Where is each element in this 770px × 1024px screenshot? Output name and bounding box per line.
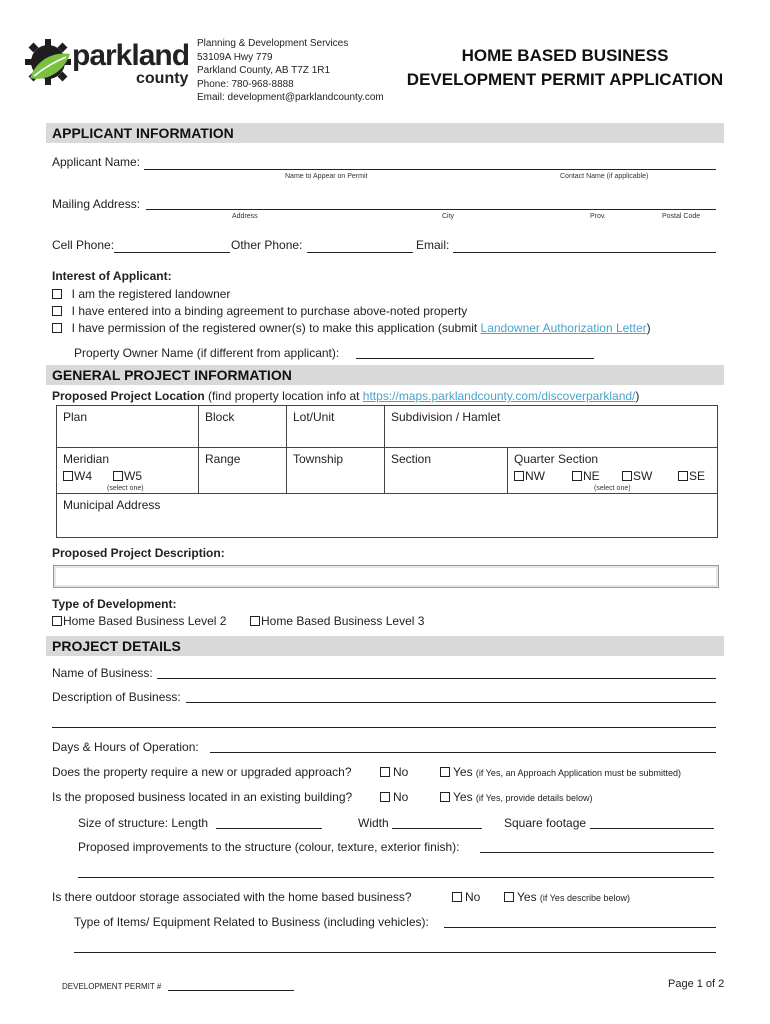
- email-text: Email: development@parklandcounty.com: [197, 92, 384, 103]
- landowner-authorization-link[interactable]: Landowner Authorization Letter: [480, 321, 647, 335]
- plan-cell[interactable]: [56, 405, 199, 448]
- yes-label: Yes: [453, 790, 473, 804]
- checkbox[interactable]: [52, 616, 62, 626]
- checkbox[interactable]: [678, 471, 688, 481]
- cell-phone-label: Cell Phone:: [52, 238, 115, 252]
- section-project-details: [46, 636, 724, 656]
- section-title: APPLICANT INFORMATION: [52, 125, 234, 141]
- mailing-address-field[interactable]: [146, 209, 716, 210]
- section-label: Section: [391, 452, 432, 466]
- select-one-note: (select one): [594, 485, 631, 492]
- other-phone-field[interactable]: [307, 252, 413, 253]
- approach-note: (if Yes, an Approach Application must be submitted): [475, 768, 682, 778]
- lot-label: Lot/Unit: [293, 410, 335, 424]
- lot-cell[interactable]: [286, 405, 385, 448]
- checkbox[interactable]: [452, 892, 462, 902]
- title-line1: HOME BASED BUSINESS: [461, 46, 669, 65]
- block-cell[interactable]: [198, 405, 287, 448]
- department-name: Planning & Development Services: [197, 38, 349, 49]
- owner-name-label: Property Owner Name (if different from applicant):: [74, 346, 340, 360]
- building-question: Is the proposed business located in an existing building?: [52, 790, 353, 804]
- subdivision-label: Subdivision / Hamlet: [391, 410, 501, 424]
- items-label: Type of Items/ Equipment Related to Business (including vehicles):: [74, 915, 429, 929]
- meridian-w5-option[interactable]: [113, 469, 142, 483]
- interest-option-permission[interactable]: [52, 321, 651, 335]
- checkbox[interactable]: [504, 892, 514, 902]
- days-hours-label: Days & Hours of Operation:: [52, 740, 199, 754]
- cell-phone-field[interactable]: [114, 252, 230, 253]
- owner-name-field[interactable]: [356, 358, 594, 359]
- section-applicant-info: [46, 123, 724, 143]
- prov-sub: Prov.: [590, 213, 606, 220]
- applicant-name-label: Applicant Name:: [52, 155, 141, 169]
- approach-yes-option[interactable]: [440, 765, 681, 779]
- select-one-note: (select one): [107, 485, 144, 492]
- gear-leaf-icon: [24, 38, 72, 86]
- checkbox[interactable]: [380, 792, 390, 802]
- section-cell[interactable]: [384, 447, 508, 494]
- yes-label: Yes: [453, 765, 473, 779]
- business-description-label: Description of Business:: [52, 690, 181, 704]
- meridian-label: Meridian: [63, 452, 110, 466]
- checkbox[interactable]: [440, 767, 450, 777]
- quarter-section-label: Quarter Section: [514, 452, 599, 466]
- yes-label: Yes: [517, 890, 537, 904]
- checkbox[interactable]: [440, 792, 450, 802]
- logo-wordmark: parkland: [72, 39, 190, 72]
- w4-label: W4: [74, 469, 92, 483]
- structure-width-field[interactable]: [392, 828, 482, 829]
- checkbox[interactable]: [52, 306, 62, 316]
- level3-option[interactable]: [250, 614, 424, 628]
- section-title: PROJECT DETAILS: [52, 638, 181, 654]
- improvements-field-2[interactable]: [78, 877, 714, 878]
- quarter-ne-option[interactable]: [572, 469, 600, 483]
- building-note: (if Yes, provide details below): [475, 793, 593, 803]
- quarter-nw-option[interactable]: [514, 469, 545, 483]
- option-label-end: ): [646, 321, 651, 335]
- checkbox[interactable]: [250, 616, 260, 626]
- storage-no-option[interactable]: [452, 890, 480, 904]
- address-line1: 53109A Hwy 779: [197, 51, 273, 63]
- municipal-address-label: Municipal Address: [63, 498, 161, 512]
- storage-note: (if Yes describe below): [539, 893, 630, 903]
- business-name-label: Name of Business:: [52, 666, 153, 680]
- logo-county: county: [136, 70, 189, 87]
- section-general-info: [46, 365, 724, 385]
- phone-text: Phone: 780-968-8888: [197, 78, 294, 90]
- items-field-2[interactable]: [74, 952, 716, 953]
- quarter-se-option[interactable]: [678, 469, 705, 483]
- address-line2: Parkland County, AB T7Z 1R1: [197, 65, 331, 76]
- interest-option-purchase[interactable]: [52, 304, 467, 318]
- meridian-cell: [56, 447, 199, 494]
- project-location-line: [52, 389, 639, 403]
- ne-label: NE: [583, 469, 600, 483]
- project-description-label: Proposed Project Description:: [52, 546, 225, 560]
- option-label: I am the registered landowner: [71, 287, 231, 301]
- township-cell[interactable]: [286, 447, 385, 494]
- approach-no-option[interactable]: [380, 765, 408, 779]
- level2-label: Home Based Business Level 2: [63, 614, 227, 628]
- city-sub: City: [442, 213, 455, 220]
- parkland-logo: [24, 38, 194, 94]
- quarter-section-cell: [507, 447, 718, 494]
- checkbox[interactable]: [63, 471, 73, 481]
- location-end: ): [635, 389, 640, 403]
- range-cell[interactable]: [198, 447, 287, 494]
- other-phone-label: Other Phone:: [231, 238, 303, 252]
- quarter-sw-option[interactable]: [622, 469, 652, 483]
- structure-width-label: Width: [358, 816, 389, 830]
- square-footage-field[interactable]: [590, 828, 714, 829]
- checkbox[interactable]: [52, 323, 62, 333]
- days-hours-field[interactable]: [210, 752, 716, 753]
- meridian-w4-option[interactable]: [63, 469, 92, 483]
- building-no-option[interactable]: [380, 790, 408, 804]
- checkbox[interactable]: [52, 289, 62, 299]
- w5-label: W5: [124, 469, 142, 483]
- township-label: Township: [293, 452, 344, 466]
- name-permit-sub: Name to Appear on Permit: [285, 173, 368, 180]
- interest-label: Interest of Applicant:: [52, 269, 172, 283]
- page-number: Page 1 of 2: [668, 978, 725, 990]
- address-sub: Address: [232, 213, 258, 220]
- nw-label: NW: [525, 469, 545, 483]
- email-label: Email:: [416, 238, 450, 252]
- structure-length-field[interactable]: [216, 828, 322, 829]
- level2-option[interactable]: [52, 614, 226, 628]
- contact-name-sub: Contact Name (if applicable): [560, 173, 649, 180]
- checkbox[interactable]: [113, 471, 123, 481]
- storage-question: Is there outdoor storage associated with the home based business?: [52, 890, 412, 904]
- business-description-field[interactable]: [186, 702, 716, 703]
- location-text: (find property location info at: [204, 389, 363, 403]
- municipal-address-cell[interactable]: [56, 493, 718, 538]
- storage-yes-option[interactable]: [504, 890, 630, 904]
- improvements-field[interactable]: [480, 852, 714, 853]
- checkbox[interactable]: [380, 767, 390, 777]
- contact-block: [197, 37, 384, 105]
- subdivision-cell[interactable]: [384, 405, 718, 448]
- plan-label: Plan: [63, 410, 88, 424]
- title-line2: DEVELOPMENT PERMIT APPLICATION: [406, 70, 724, 89]
- location-label: Proposed Project Location: [52, 389, 205, 403]
- business-name-field[interactable]: [157, 678, 716, 679]
- level3-label: Home Based Business Level 3: [261, 614, 425, 628]
- checkbox[interactable]: [622, 471, 632, 481]
- square-footage-label: Square footage: [504, 816, 587, 830]
- form-title: [390, 44, 740, 92]
- improvements-label: Proposed improvements to the structure (colour, texture, exterior finish):: [78, 840, 460, 854]
- permit-number-label: DEVELOPMENT PERMIT #: [62, 982, 162, 991]
- business-description-field-2[interactable]: [52, 727, 716, 728]
- section-title: GENERAL PROJECT INFORMATION: [52, 367, 292, 383]
- applicant-name-field[interactable]: [144, 169, 716, 170]
- se-label: SE: [689, 469, 706, 483]
- building-yes-option[interactable]: [440, 790, 593, 804]
- block-label: Block: [205, 410, 235, 424]
- sw-label: SW: [633, 469, 653, 483]
- checkbox[interactable]: [514, 471, 524, 481]
- discover-parkland-link[interactable]: https://maps.parklandcounty.com/discoverparkland/: [362, 389, 636, 403]
- approach-question: Does the property require a new or upgraded approach?: [52, 765, 352, 779]
- structure-length-label: Size of structure: Length: [78, 816, 209, 830]
- no-label: No: [393, 765, 409, 779]
- range-label: Range: [205, 452, 241, 466]
- option-label: I have entered into a binding agreement to purchase above-noted property: [71, 304, 468, 318]
- option-label: I have permission of the registered owner(s) to make this application (submit: [71, 321, 481, 335]
- checkbox[interactable]: [572, 471, 582, 481]
- no-label: No: [393, 790, 409, 804]
- interest-option-landowner[interactable]: [52, 287, 230, 301]
- email-field[interactable]: [453, 252, 716, 253]
- mailing-address-label: Mailing Address:: [52, 197, 141, 211]
- permit-number-field[interactable]: [168, 990, 294, 991]
- development-type-label: Type of Development:: [52, 597, 177, 611]
- items-field[interactable]: [444, 927, 716, 928]
- postal-sub: Postal Code: [662, 213, 701, 220]
- no-label: No: [465, 890, 481, 904]
- project-description-field[interactable]: [53, 565, 719, 588]
